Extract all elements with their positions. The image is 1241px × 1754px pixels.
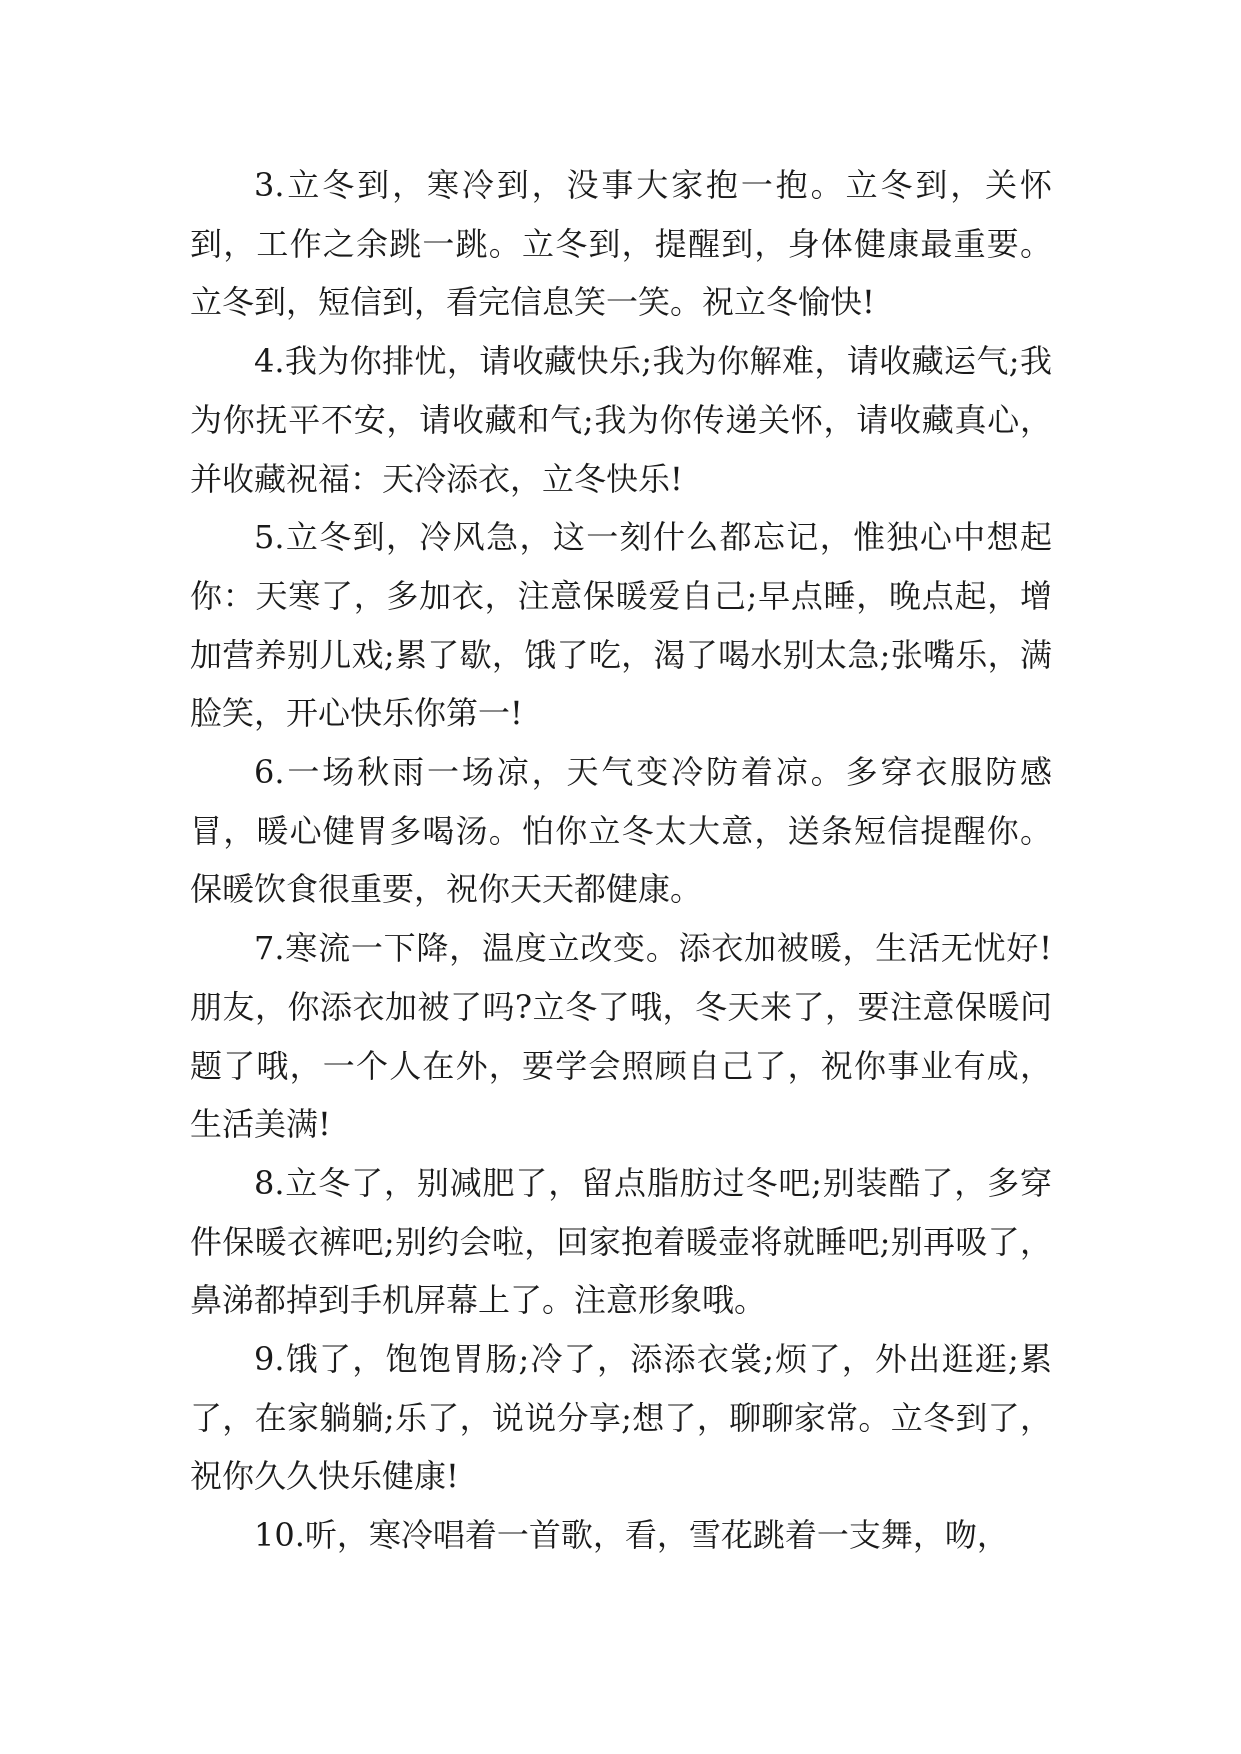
paragraph-7: 7.寒流一下降，温度立改变。添衣加被暖，生活无忧好!朋友，你添衣加被了吗?立冬了哦，冬天来了，要注意保暖问题了哦，一个人在外，要学会照顾自己了，祝你事业有成，生活美满! <box>190 929 1052 1144</box>
paragraph-5: 5.立冬到，冷风急，这一刻什么都忘记，惟独心中想起你：天寒了，多加衣，注意保暖爱自己;早点睡，晚点起，增加营养别儿戏;累了歇，饿了吃，渴了喝水别太急;张嘴乐，满脸笑，开心快乐你第一! <box>190 518 1052 733</box>
paragraph-4: 4.我为你排忧，请收藏快乐;我为你解难，请收藏运气;我为你抚平不安，请收藏和气;我为你传递关怀，请收藏真心，并收藏祝福：天冷添衣，立冬快乐! <box>190 342 1052 498</box>
paragraph-8: 8.立冬了，别减肥了，留点脂肪过冬吧;别装酷了，多穿件保暖衣裤吧;别约会啦，回家抱着暖壶将就睡吧;别再吸了，鼻涕都掉到手机屏幕上了。注意形象哦。 <box>190 1163 1052 1320</box>
paragraph-10: 10.听，寒冷唱着一首歌，看，雪花跳着一支舞，吻， <box>254 1516 1009 1555</box>
paragraph-3: 3.立冬到，寒冷到，没事大家抱一抱。立冬到，关怀到，工作之余跳一跳。立冬到，提醒到，身体健康最重要。立冬到，短信到，看完信息笑一笑。祝立冬愉快! <box>190 166 1052 322</box>
document-body <box>190 156 1052 1565</box>
paragraph-9: 9.饿了，饱饱胃肠;冷了，添添衣裳;烦了，外出逛逛;累了，在家躺躺;乐了，说说分享;想了，聊聊家常。立冬到了，祝你久久快乐健康! <box>190 1340 1052 1496</box>
paragraph-6: 6.一场秋雨一场凉，天气变冷防着凉。多穿衣服防感冒，暖心健胃多喝汤。怕你立冬太大意，送条短信提醒你。保暖饮食很重要，祝你天天都健康。 <box>190 753 1052 909</box>
